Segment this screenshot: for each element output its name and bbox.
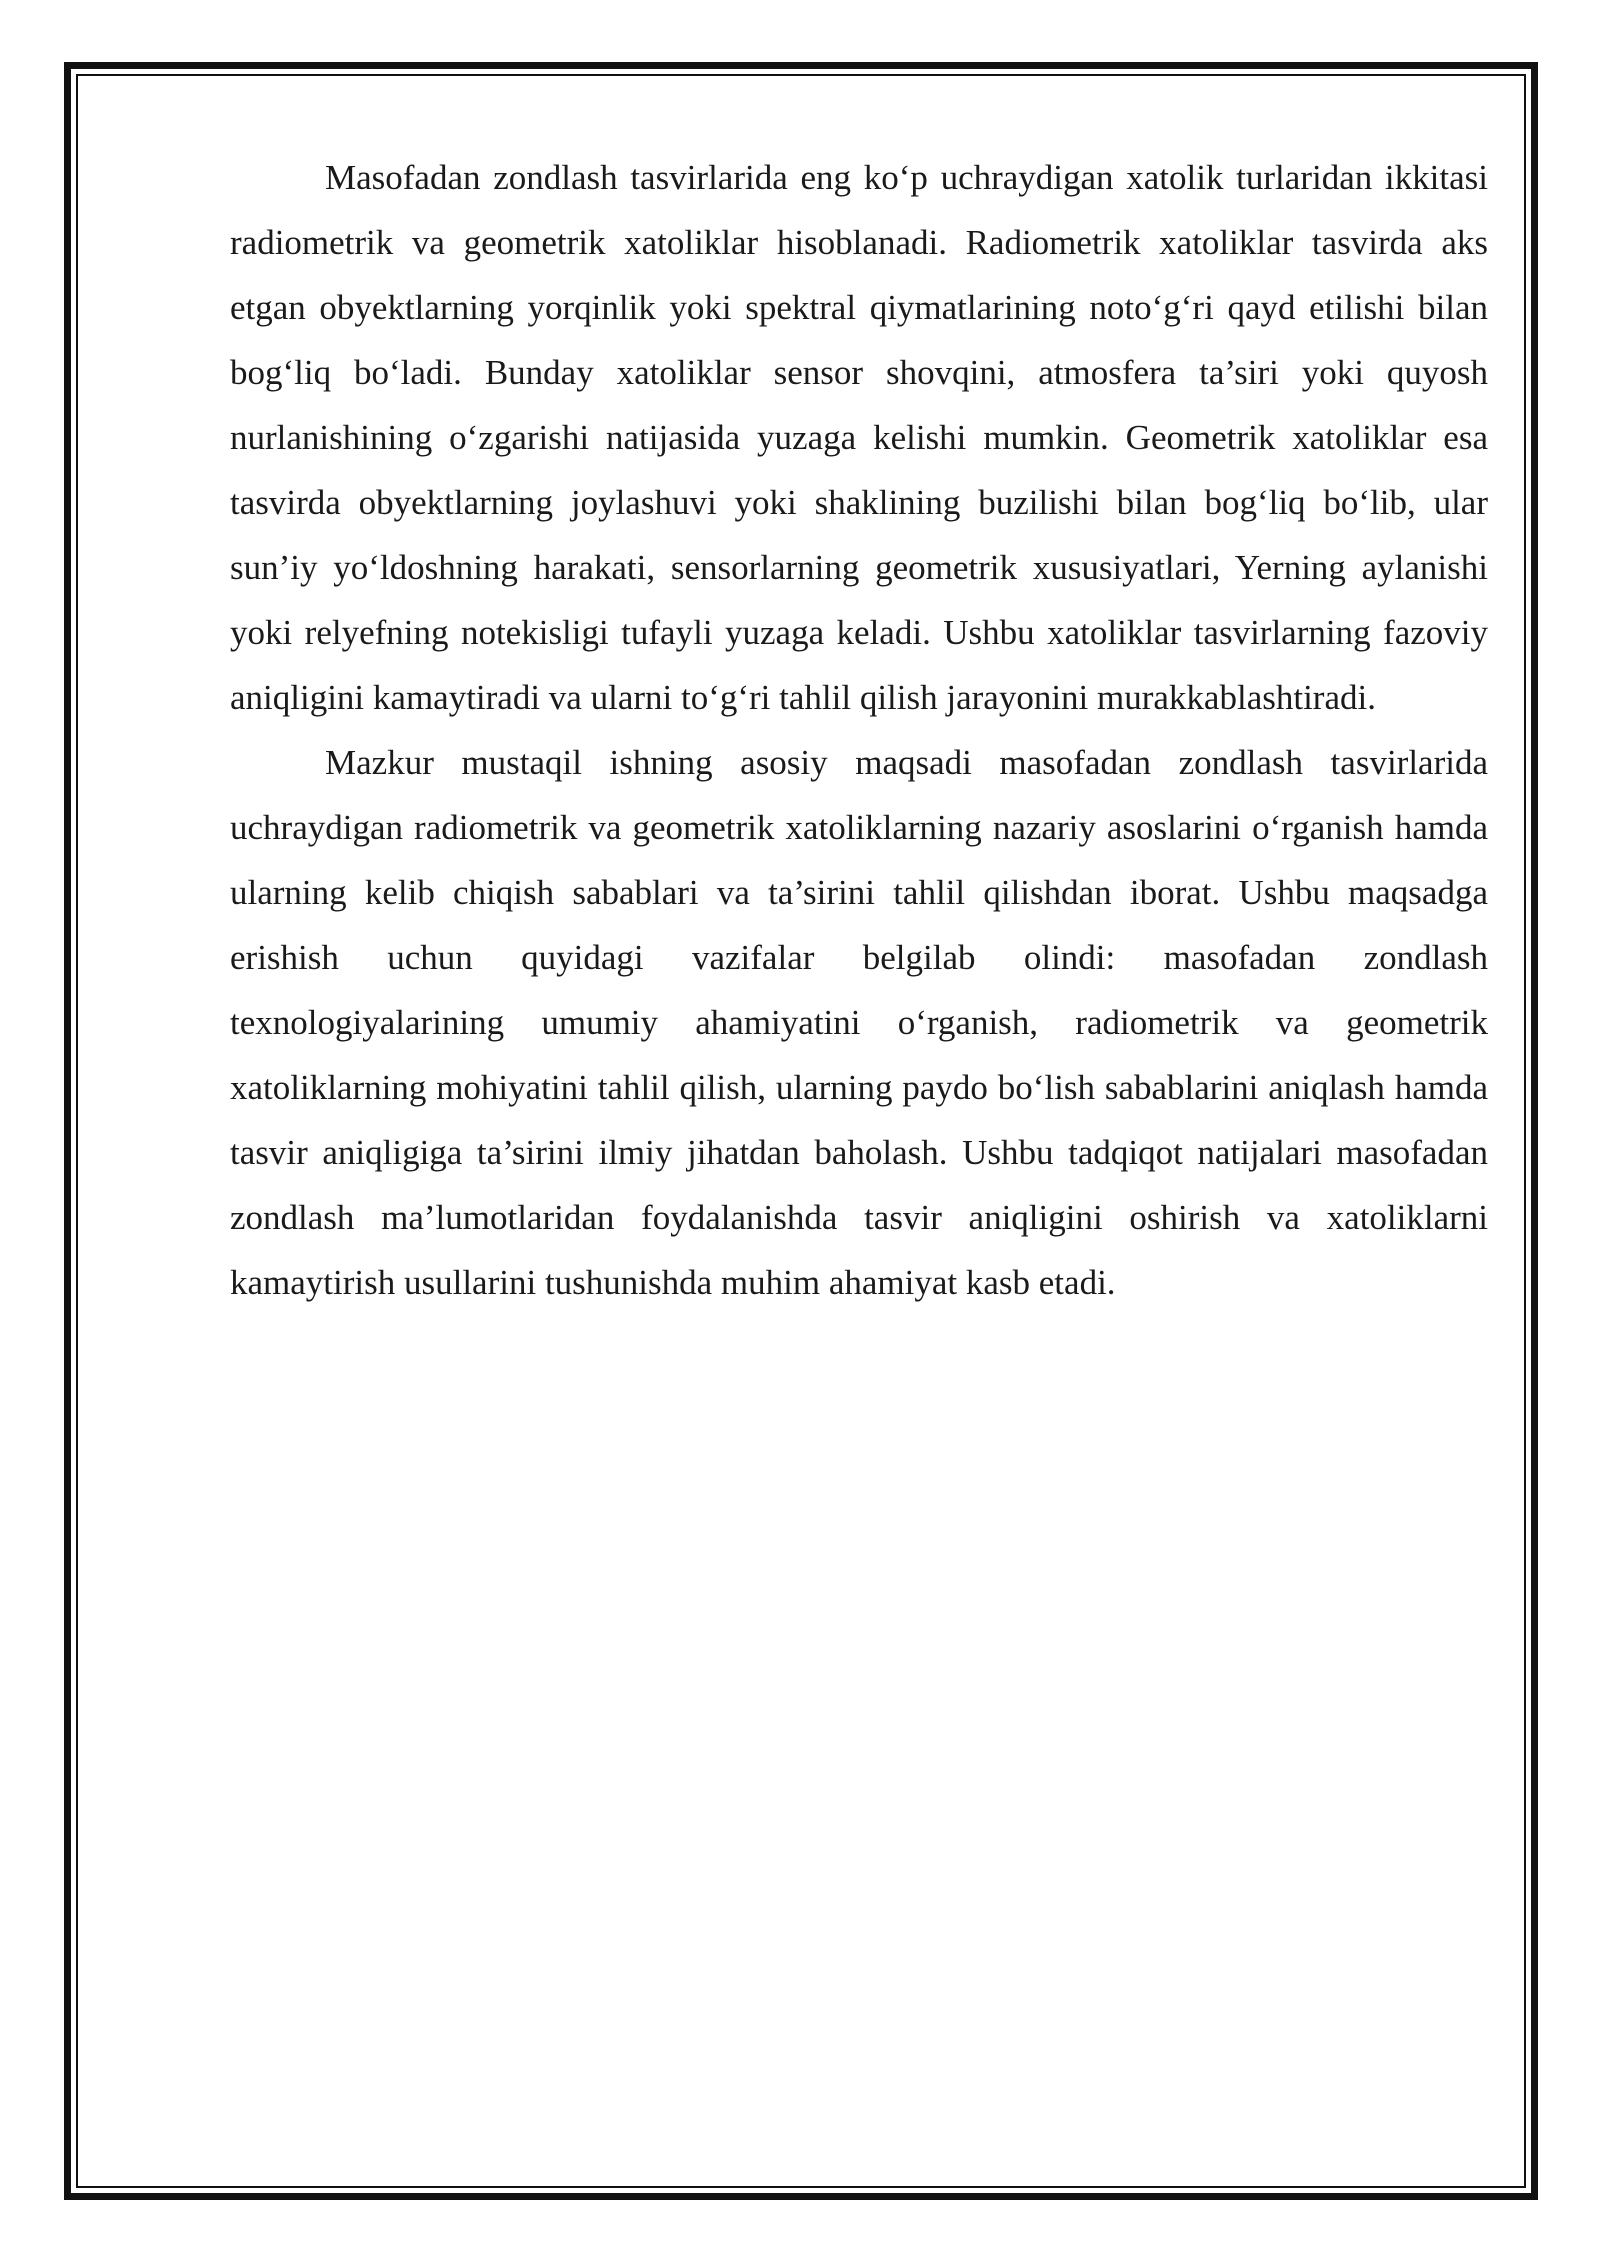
paragraph-2: Mazkur mustaqil ishning asosiy maqsadi masofadan zondlash tasvirlarida uchraydigan radiometrik va geometrik xatoliklarning nazariy asoslarini o‘rganish hamda ularning kelib chiqish sabablari va ta’sirini tahlil qilishdan iborat. Ushbu maqsadga erishish uchun quyidagi vazifalar belgilab olindi: masofadan zondlash texnologiyalarining umumiy ahamiyatini o‘rganish, radiometrik va geometrik xatoliklarning mohiyatini tahlil qilish, ularning paydo bo‘lish sabablarini aniqlash hamda tasvir aniqligiga ta’sirini ilmiy jihatdan baholash. Ushbu tadqiqot natijalari masofadan zondlash ma’lumotlaridan foydalanishda tasvir aniqligini oshirish va xatoliklarni kamaytirish usullarini tushunishda muhim ahamiyat kasb etadi. [230,743,1488,1302]
paragraph-1: Masofadan zondlash tasvirlarida eng ko‘p uchraydigan xatolik turlaridan ikkitasi radiometrik va geometrik xatoliklar hisoblanadi. Radiometrik xatoliklar tasvirda aks etgan obyektlarning yorqinlik yoki spektral qiymatlarining noto‘g‘ri qayd etilishi bilan bog‘liq bo‘ladi. Bunday xatoliklar sensor shovqini, atmosfera ta’siri yoki quyosh nurlanishining o‘zgarishi natijasida yuzaga kelishi mumkin. Geometrik xatoliklar esa tasvirda obyektlarning joylashuvi yoki shaklining buzilishi bilan bog‘liq bo‘lib, ular sun’iy yo‘ldoshning harakati, sensorlarning geometrik xususiyatlari, Yerning aylanishi yoki relyefning notekisligi tufayli yuzaga keladi. Ushbu xatoliklar tasvirlarning fazoviy aniqligini kamaytiradi va ularni to‘g‘ri tahlil qilish jarayonini murakkablashtiradi. [230,158,1488,717]
document-body [230,145,1488,1315]
